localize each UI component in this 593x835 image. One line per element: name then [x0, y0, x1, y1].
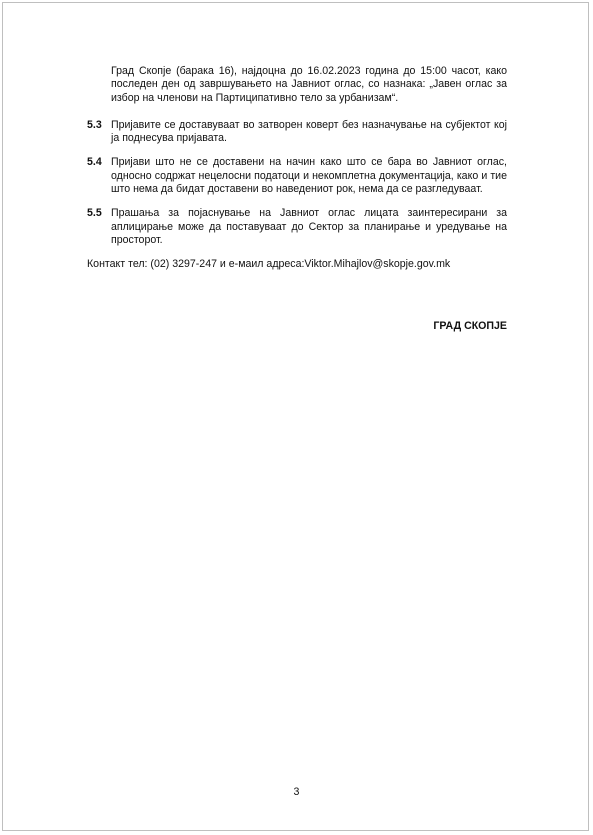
contact-line: Контакт тел: (02) 3297-247 и е-маил адреса:Viktor.Mihajlov@skopje.gov.mk: [87, 258, 451, 271]
paragraph-5-4: [87, 156, 507, 196]
paragraph-text: Град Скопје (барака 16), најдоцна до 16.02.2023 година до 15:00 часот, како последен ден од завршувањето на Јавниот оглас, со назнака: „Јавен оглас за избор на членови на Партиципативно тело за урбанизам“.: [111, 65, 507, 104]
paragraph-text: Пријавите се доставуваат во затворен коверт без назначување на субјектот кој ја поднесува пријавата.: [111, 118, 507, 145]
paragraph-number: 5.4: [87, 156, 102, 169]
paragraph-5-5: [87, 207, 507, 247]
page-number: 3: [293, 786, 300, 798]
document-body: [87, 65, 507, 272]
paragraph-text: Пријави што не се доставени на начин како што се бара во Јавниот оглас, односно содржат нецелосни податоци и некомплетна документација, како и тие што нема да бидат доставени во наведениот рок, нема да се разгледуваат.: [111, 156, 507, 196]
paragraph-text: Прашања за појаснување на Јавниот оглас лицата заинтересирани за аплицирање може да поставуваат до Сектор за планирање и уредување на просторот.: [111, 207, 507, 246]
signature-block: ГРАД СКОПЈЕ: [433, 320, 507, 332]
paragraph-number: 5.5: [87, 207, 102, 220]
paragraph-number: 5.3: [87, 118, 102, 131]
paragraph-5-3: [87, 119, 507, 146]
paragraph-continuation: [87, 65, 507, 105]
